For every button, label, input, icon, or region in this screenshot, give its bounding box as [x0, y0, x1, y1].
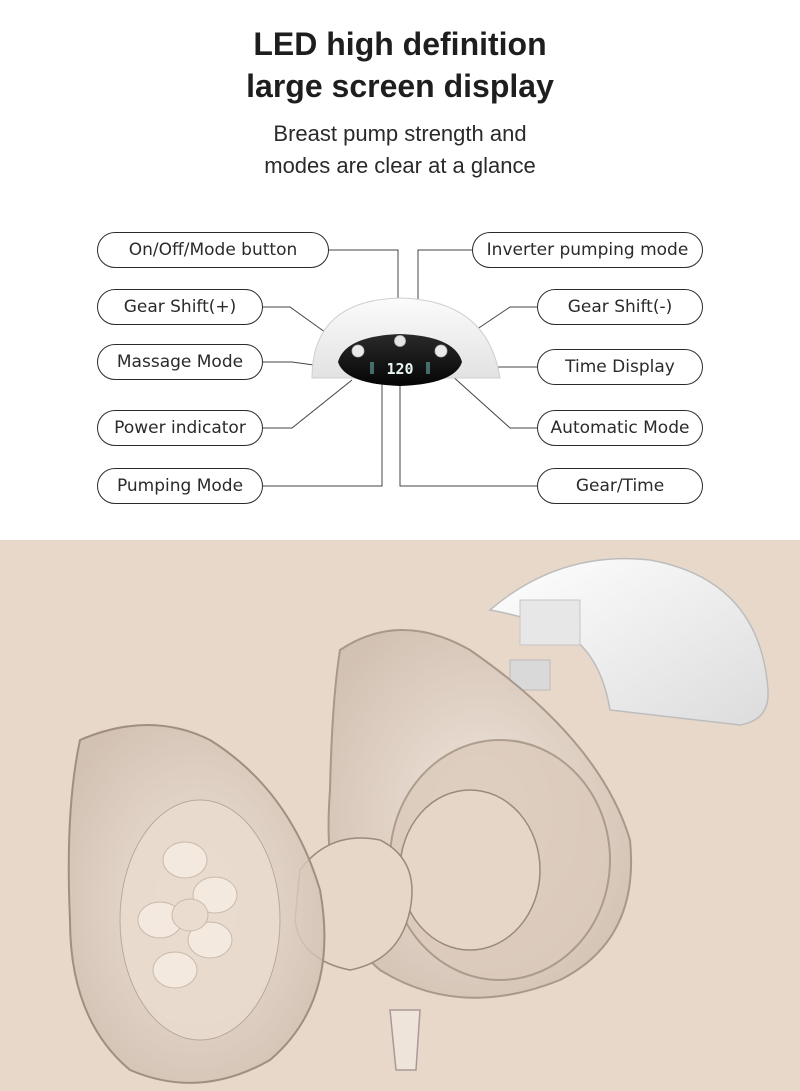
label-time-display: Time Display [537, 349, 703, 385]
label-automatic-mode: Automatic Mode [537, 410, 703, 446]
label-on-off-mode-button: On/Off/Mode button [97, 232, 329, 268]
label-power-indicator: Power indicator [97, 410, 263, 446]
title-line-1: LED high definition [253, 26, 547, 62]
label-gear-shift-plus: Gear Shift(+) [97, 289, 263, 325]
subtitle-line-1: Breast pump strength and [273, 121, 527, 146]
label-inverter-pumping-mode: Inverter pumping mode [472, 232, 703, 268]
label-gear-time: Gear/Time [537, 468, 703, 504]
title-line-2: large screen display [246, 68, 554, 104]
gear-plus-button [352, 345, 364, 357]
label-gear-shift-minus: Gear Shift(-) [537, 289, 703, 325]
product-photo [0, 540, 800, 1091]
label-massage-mode: Massage Mode [97, 344, 263, 380]
on-off-button [395, 336, 406, 347]
led-readout: 120 [386, 360, 414, 378]
device-illustration [0, 0, 800, 540]
duckbill-valve [390, 1010, 420, 1070]
gear-minus-button [435, 345, 447, 357]
subtitle-line-2: modes are clear at a glance [264, 153, 536, 178]
exploded-view-illustration [0, 540, 800, 1091]
diagram-section [0, 0, 800, 540]
label-pumping-mode: Pumping Mode [97, 468, 263, 504]
